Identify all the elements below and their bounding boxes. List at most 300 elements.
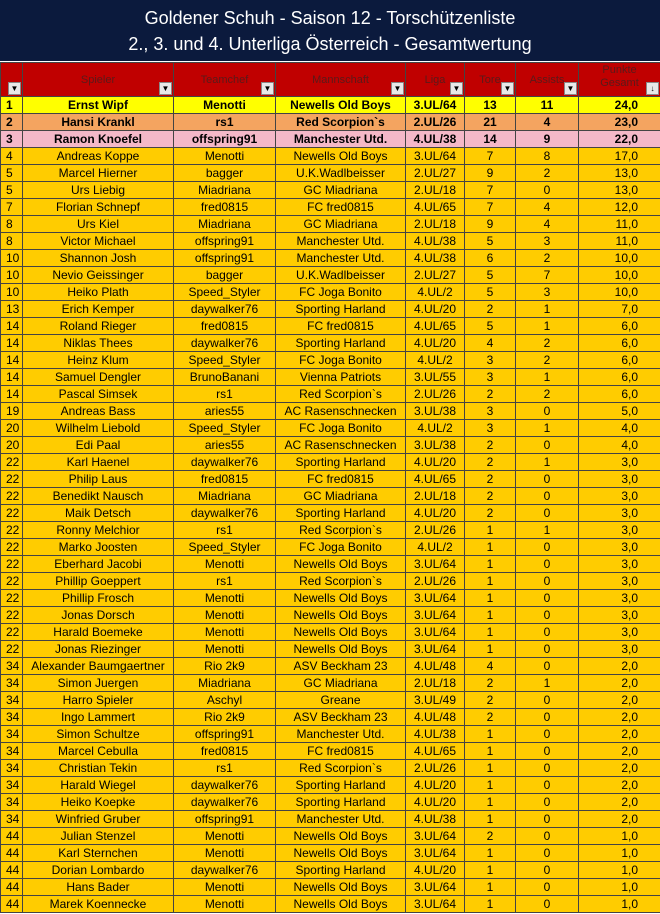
header-row xyxy=(1,63,660,97)
col-header-liga: Liga ▼ xyxy=(406,63,465,97)
cell-teamchef: Rio 2k9 xyxy=(174,658,276,675)
cell-rank: 34 xyxy=(1,811,23,828)
cell-spieler: Marcel Cebulla xyxy=(23,743,174,760)
cell-mannschaft: Red Scorpion`s xyxy=(276,114,406,131)
cell-tore: 2 xyxy=(465,709,516,726)
cell-liga: 3.UL/64 xyxy=(406,896,465,913)
cell-assists: 8 xyxy=(516,148,579,165)
cell-teamchef: Menotti xyxy=(174,879,276,896)
cell-assists: 0 xyxy=(516,488,579,505)
filter-dropdown-icon[interactable]: ▼ xyxy=(391,82,404,95)
col-header-tore: Tore ▼ xyxy=(465,63,516,97)
cell-liga: 2.UL/27 xyxy=(406,267,465,284)
cell-assists: 4 xyxy=(516,114,579,131)
cell-punkte: 23,0 xyxy=(579,114,660,131)
cell-spieler: Urs Liebig xyxy=(23,182,174,199)
table-row xyxy=(1,794,660,811)
cell-tore: 3 xyxy=(465,403,516,420)
cell-mannschaft: FC fred0815 xyxy=(276,318,406,335)
cell-assists: 1 xyxy=(516,369,579,386)
cell-rank: 22 xyxy=(1,454,23,471)
cell-mannschaft: Newells Old Boys xyxy=(276,624,406,641)
cell-liga: 2.UL/18 xyxy=(406,488,465,505)
cell-teamchef: Aschyl xyxy=(174,692,276,709)
cell-teamchef: rs1 xyxy=(174,386,276,403)
table-row xyxy=(1,97,660,114)
cell-rank: 3 xyxy=(1,131,23,148)
cell-mannschaft: FC Joga Bonito xyxy=(276,539,406,556)
cell-punkte: 5,0 xyxy=(579,403,660,420)
cell-liga: 2.UL/26 xyxy=(406,114,465,131)
cell-assists: 0 xyxy=(516,879,579,896)
cell-mannschaft: Newells Old Boys xyxy=(276,556,406,573)
cell-rank: 34 xyxy=(1,709,23,726)
cell-punkte: 3,0 xyxy=(579,607,660,624)
cell-rank: 34 xyxy=(1,794,23,811)
cell-spieler: Wilhelm Liebold xyxy=(23,420,174,437)
cell-assists: 0 xyxy=(516,624,579,641)
cell-mannschaft: FC Joga Bonito xyxy=(276,420,406,437)
cell-teamchef: fred0815 xyxy=(174,318,276,335)
table-row xyxy=(1,845,660,862)
cell-mannschaft: Manchester Utd. xyxy=(276,726,406,743)
cell-assists: 0 xyxy=(516,437,579,454)
cell-liga: 3.UL/64 xyxy=(406,607,465,624)
cell-spieler: Philip Laus xyxy=(23,471,174,488)
cell-punkte: 1,0 xyxy=(579,845,660,862)
cell-assists: 0 xyxy=(516,658,579,675)
cell-punkte: 13,0 xyxy=(579,165,660,182)
cell-liga: 2.UL/18 xyxy=(406,182,465,199)
table-row xyxy=(1,250,660,267)
cell-punkte: 2,0 xyxy=(579,692,660,709)
cell-assists: 0 xyxy=(516,641,579,658)
table-row xyxy=(1,641,660,658)
cell-liga: 4.UL/65 xyxy=(406,471,465,488)
cell-spieler: Heiko Plath xyxy=(23,284,174,301)
cell-spieler: Nevio Geissinger xyxy=(23,267,174,284)
cell-mannschaft: GC Miadriana xyxy=(276,675,406,692)
cell-liga: 2.UL/26 xyxy=(406,760,465,777)
filter-dropdown-icon[interactable]: ▼ xyxy=(564,82,577,95)
cell-teamchef: fred0815 xyxy=(174,199,276,216)
cell-assists: 0 xyxy=(516,505,579,522)
cell-punkte: 1,0 xyxy=(579,896,660,913)
cell-tore: 1 xyxy=(465,641,516,658)
cell-punkte: 11,0 xyxy=(579,233,660,250)
cell-tore: 1 xyxy=(465,522,516,539)
cell-liga: 3.UL/38 xyxy=(406,437,465,454)
table-row xyxy=(1,199,660,216)
cell-liga: 3.UL/64 xyxy=(406,97,465,114)
cell-tore: 2 xyxy=(465,471,516,488)
cell-assists: 0 xyxy=(516,539,579,556)
cell-mannschaft: AC Rasenschnecken xyxy=(276,403,406,420)
cell-assists: 0 xyxy=(516,471,579,488)
cell-teamchef: offspring91 xyxy=(174,811,276,828)
cell-mannschaft: FC Joga Bonito xyxy=(276,352,406,369)
cell-assists: 0 xyxy=(516,896,579,913)
cell-liga: 4.UL/38 xyxy=(406,131,465,148)
cell-punkte: 13,0 xyxy=(579,182,660,199)
table-row xyxy=(1,675,660,692)
cell-spieler: Shannon Josh xyxy=(23,250,174,267)
cell-tore: 9 xyxy=(465,216,516,233)
cell-spieler: Niklas Thees xyxy=(23,335,174,352)
cell-spieler: Alexander Baumgaertner xyxy=(23,658,174,675)
sort-descending-icon[interactable]: ↓ xyxy=(646,82,659,95)
cell-rank: 44 xyxy=(1,845,23,862)
cell-tore: 6 xyxy=(465,250,516,267)
cell-liga: 4.UL/20 xyxy=(406,335,465,352)
cell-rank: 4 xyxy=(1,148,23,165)
cell-punkte: 2,0 xyxy=(579,760,660,777)
cell-rank: 22 xyxy=(1,522,23,539)
cell-tore: 1 xyxy=(465,539,516,556)
cell-punkte: 10,0 xyxy=(579,284,660,301)
cell-teamchef: offspring91 xyxy=(174,233,276,250)
cell-tore: 1 xyxy=(465,726,516,743)
cell-assists: 0 xyxy=(516,556,579,573)
cell-rank: 20 xyxy=(1,420,23,437)
col-header-teamchef: Teamchef ▼ xyxy=(174,63,276,97)
cell-rank: 44 xyxy=(1,896,23,913)
table-row xyxy=(1,607,660,624)
cell-punkte: 17,0 xyxy=(579,148,660,165)
cell-rank: 20 xyxy=(1,437,23,454)
cell-teamchef: offspring91 xyxy=(174,726,276,743)
cell-punkte: 6,0 xyxy=(579,335,660,352)
cell-spieler: Ramon Knoefel xyxy=(23,131,174,148)
cell-mannschaft: Newells Old Boys xyxy=(276,97,406,114)
col-header-spieler: Spieler ▼ xyxy=(23,63,174,97)
cell-rank: 34 xyxy=(1,675,23,692)
cell-assists: 0 xyxy=(516,726,579,743)
cell-spieler: Jonas Riezinger xyxy=(23,641,174,658)
cell-assists: 0 xyxy=(516,709,579,726)
cell-mannschaft: Newells Old Boys xyxy=(276,590,406,607)
cell-liga: 4.UL/2 xyxy=(406,284,465,301)
table-row xyxy=(1,879,660,896)
cell-spieler: Simon Schultze xyxy=(23,726,174,743)
cell-teamchef: Menotti xyxy=(174,828,276,845)
cell-assists: 2 xyxy=(516,165,579,182)
cell-punkte: 2,0 xyxy=(579,743,660,760)
cell-punkte: 1,0 xyxy=(579,862,660,879)
cell-tore: 4 xyxy=(465,335,516,352)
cell-assists: 0 xyxy=(516,777,579,794)
cell-spieler: Karl Sternchen xyxy=(23,845,174,862)
cell-liga: 4.UL/2 xyxy=(406,539,465,556)
cell-assists: 0 xyxy=(516,845,579,862)
cell-spieler: Hans Bader xyxy=(23,879,174,896)
cell-tore: 2 xyxy=(465,692,516,709)
filter-dropdown-icon[interactable]: ▼ xyxy=(450,82,463,95)
cell-rank: 22 xyxy=(1,624,23,641)
cell-rank: 19 xyxy=(1,403,23,420)
cell-punkte: 24,0 xyxy=(579,97,660,114)
filter-dropdown-icon[interactable]: ▼ xyxy=(261,82,274,95)
cell-teamchef: Menotti xyxy=(174,556,276,573)
cell-teamchef: Speed_Styler xyxy=(174,420,276,437)
cell-spieler: Eberhard Jacobi xyxy=(23,556,174,573)
cell-mannschaft: GC Miadriana xyxy=(276,488,406,505)
cell-spieler: Victor Michael xyxy=(23,233,174,250)
table-row xyxy=(1,301,660,318)
cell-assists: 1 xyxy=(516,522,579,539)
cell-spieler: Dorian Lombardo xyxy=(23,862,174,879)
cell-mannschaft: GC Miadriana xyxy=(276,216,406,233)
cell-liga: 3.UL/64 xyxy=(406,641,465,658)
cell-punkte: 3,0 xyxy=(579,505,660,522)
cell-mannschaft: Manchester Utd. xyxy=(276,811,406,828)
table-row xyxy=(1,233,660,250)
cell-mannschaft: FC fred0815 xyxy=(276,471,406,488)
cell-teamchef: daywalker76 xyxy=(174,777,276,794)
cell-liga: 3.UL/38 xyxy=(406,403,465,420)
cell-spieler: Heinz Klum xyxy=(23,352,174,369)
cell-rank: 22 xyxy=(1,590,23,607)
cell-rank: 22 xyxy=(1,505,23,522)
cell-assists: 0 xyxy=(516,743,579,760)
cell-teamchef: rs1 xyxy=(174,522,276,539)
cell-liga: 4.UL/38 xyxy=(406,726,465,743)
cell-mannschaft: Sporting Harland xyxy=(276,862,406,879)
cell-teamchef: Menotti xyxy=(174,896,276,913)
cell-liga: 4.UL/38 xyxy=(406,233,465,250)
cell-rank: 34 xyxy=(1,692,23,709)
cell-tore: 7 xyxy=(465,182,516,199)
cell-mannschaft: Red Scorpion`s xyxy=(276,386,406,403)
cell-liga: 2.UL/26 xyxy=(406,522,465,539)
table-row xyxy=(1,760,660,777)
col-header-mannschaft: Mannschaft ▼ xyxy=(276,63,406,97)
cell-assists: 0 xyxy=(516,811,579,828)
cell-teamchef: offspring91 xyxy=(174,131,276,148)
cell-spieler: Marek Koennecke xyxy=(23,896,174,913)
cell-liga: 4.UL/20 xyxy=(406,454,465,471)
cell-liga: 4.UL/38 xyxy=(406,250,465,267)
cell-spieler: Edi Paal xyxy=(23,437,174,454)
cell-rank: 22 xyxy=(1,539,23,556)
cell-teamchef: bagger xyxy=(174,267,276,284)
table-row xyxy=(1,454,660,471)
cell-mannschaft: Newells Old Boys xyxy=(276,607,406,624)
cell-assists: 0 xyxy=(516,590,579,607)
cell-assists: 0 xyxy=(516,573,579,590)
cell-assists: 11 xyxy=(516,97,579,114)
cell-spieler: Andreas Koppe xyxy=(23,148,174,165)
table-row xyxy=(1,471,660,488)
cell-spieler: Karl Haenel xyxy=(23,454,174,471)
scorers-table xyxy=(0,62,660,913)
cell-punkte: 6,0 xyxy=(579,318,660,335)
cell-teamchef: rs1 xyxy=(174,760,276,777)
cell-spieler: Winfried Gruber xyxy=(23,811,174,828)
table-row xyxy=(1,437,660,454)
cell-mannschaft: Newells Old Boys xyxy=(276,879,406,896)
cell-mannschaft: FC Joga Bonito xyxy=(276,284,406,301)
cell-punkte: 2,0 xyxy=(579,709,660,726)
cell-punkte: 4,0 xyxy=(579,420,660,437)
cell-mannschaft: Vienna Patriots xyxy=(276,369,406,386)
cell-punkte: 7,0 xyxy=(579,301,660,318)
cell-tore: 2 xyxy=(465,505,516,522)
cell-tore: 2 xyxy=(465,386,516,403)
cell-punkte: 22,0 xyxy=(579,131,660,148)
cell-teamchef: daywalker76 xyxy=(174,794,276,811)
cell-liga: 4.UL/20 xyxy=(406,794,465,811)
cell-rank: 22 xyxy=(1,488,23,505)
filter-dropdown-icon[interactable]: ▼ xyxy=(501,82,514,95)
table-row xyxy=(1,896,660,913)
cell-liga: 4.UL/65 xyxy=(406,199,465,216)
cell-teamchef: Speed_Styler xyxy=(174,352,276,369)
cell-punkte: 3,0 xyxy=(579,488,660,505)
table-row xyxy=(1,828,660,845)
cell-teamchef: fred0815 xyxy=(174,743,276,760)
table-row xyxy=(1,522,660,539)
cell-rank: 7 xyxy=(1,199,23,216)
cell-assists: 2 xyxy=(516,335,579,352)
cell-tore: 1 xyxy=(465,794,516,811)
cell-spieler: Samuel Dengler xyxy=(23,369,174,386)
cell-teamchef: fred0815 xyxy=(174,471,276,488)
cell-spieler: Julian Stenzel xyxy=(23,828,174,845)
cell-liga: 3.UL/64 xyxy=(406,590,465,607)
table-row xyxy=(1,352,660,369)
cell-rank: 22 xyxy=(1,641,23,658)
col-header-rank xyxy=(1,63,23,97)
cell-spieler: Florian Schnepf xyxy=(23,199,174,216)
cell-punkte: 6,0 xyxy=(579,386,660,403)
cell-mannschaft: ASV Beckham 23 xyxy=(276,658,406,675)
cell-tore: 2 xyxy=(465,454,516,471)
col-header-punkte: Punkte Gesamt ↓ xyxy=(579,63,660,97)
table-row xyxy=(1,488,660,505)
cell-assists: 1 xyxy=(516,675,579,692)
table-row xyxy=(1,726,660,743)
cell-liga: 4.UL/2 xyxy=(406,352,465,369)
cell-punkte: 10,0 xyxy=(579,250,660,267)
table-row xyxy=(1,335,660,352)
cell-teamchef: aries55 xyxy=(174,437,276,454)
cell-spieler: Andreas Bass xyxy=(23,403,174,420)
cell-liga: 4.UL/20 xyxy=(406,862,465,879)
cell-spieler: Simon Juergen xyxy=(23,675,174,692)
cell-liga: 4.UL/20 xyxy=(406,777,465,794)
cell-tore: 13 xyxy=(465,97,516,114)
cell-tore: 3 xyxy=(465,420,516,437)
cell-assists: 1 xyxy=(516,454,579,471)
filter-dropdown-icon[interactable]: ▼ xyxy=(8,82,21,95)
cell-punkte: 2,0 xyxy=(579,726,660,743)
table-row xyxy=(1,114,660,131)
cell-rank: 13 xyxy=(1,301,23,318)
cell-punkte: 1,0 xyxy=(579,828,660,845)
cell-mannschaft: AC Rasenschnecken xyxy=(276,437,406,454)
cell-tore: 2 xyxy=(465,437,516,454)
table-row xyxy=(1,556,660,573)
cell-spieler: Harald Boemeke xyxy=(23,624,174,641)
cell-mannschaft: Sporting Harland xyxy=(276,505,406,522)
table-row xyxy=(1,743,660,760)
cell-spieler: Harro Spieler xyxy=(23,692,174,709)
cell-tore: 1 xyxy=(465,760,516,777)
cell-assists: 2 xyxy=(516,250,579,267)
table-row xyxy=(1,165,660,182)
cell-liga: 3.UL/64 xyxy=(406,624,465,641)
cell-tore: 9 xyxy=(465,165,516,182)
cell-tore: 5 xyxy=(465,318,516,335)
cell-teamchef: daywalker76 xyxy=(174,862,276,879)
cell-punkte: 2,0 xyxy=(579,777,660,794)
cell-teamchef: daywalker76 xyxy=(174,335,276,352)
cell-punkte: 3,0 xyxy=(579,539,660,556)
cell-tore: 1 xyxy=(465,590,516,607)
cell-tore: 1 xyxy=(465,743,516,760)
cell-rank: 10 xyxy=(1,267,23,284)
cell-rank: 5 xyxy=(1,182,23,199)
cell-assists: 2 xyxy=(516,386,579,403)
cell-punkte: 3,0 xyxy=(579,573,660,590)
cell-punkte: 3,0 xyxy=(579,556,660,573)
cell-liga: 4.UL/48 xyxy=(406,658,465,675)
cell-mannschaft: Sporting Harland xyxy=(276,794,406,811)
table-row xyxy=(1,709,660,726)
table-row xyxy=(1,624,660,641)
cell-teamchef: Miadriana xyxy=(174,182,276,199)
cell-mannschaft: Sporting Harland xyxy=(276,777,406,794)
table-row xyxy=(1,811,660,828)
cell-tore: 1 xyxy=(465,607,516,624)
table-row xyxy=(1,692,660,709)
cell-rank: 22 xyxy=(1,607,23,624)
cell-liga: 4.UL/20 xyxy=(406,505,465,522)
cell-tore: 1 xyxy=(465,556,516,573)
cell-rank: 1 xyxy=(1,97,23,114)
cell-rank: 34 xyxy=(1,743,23,760)
cell-teamchef: Miadriana xyxy=(174,216,276,233)
cell-mannschaft: Sporting Harland xyxy=(276,335,406,352)
cell-liga: 3.UL/49 xyxy=(406,692,465,709)
cell-tore: 4 xyxy=(465,658,516,675)
cell-mannschaft: Newells Old Boys xyxy=(276,641,406,658)
cell-assists: 7 xyxy=(516,267,579,284)
table-row xyxy=(1,216,660,233)
cell-mannschaft: Manchester Utd. xyxy=(276,131,406,148)
cell-teamchef: BrunoBanani xyxy=(174,369,276,386)
cell-spieler: Marcel Hierner xyxy=(23,165,174,182)
cell-tore: 7 xyxy=(465,199,516,216)
cell-assists: 3 xyxy=(516,284,579,301)
cell-rank: 10 xyxy=(1,250,23,267)
cell-teamchef: daywalker76 xyxy=(174,505,276,522)
cell-rank: 14 xyxy=(1,352,23,369)
cell-spieler: Hansi Krankl xyxy=(23,114,174,131)
cell-liga: 3.UL/64 xyxy=(406,845,465,862)
cell-liga: 4.UL/20 xyxy=(406,301,465,318)
cell-spieler: Phillip Goeppert xyxy=(23,573,174,590)
filter-dropdown-icon[interactable]: ▼ xyxy=(159,82,172,95)
cell-punkte: 3,0 xyxy=(579,624,660,641)
cell-rank: 44 xyxy=(1,828,23,845)
cell-spieler: Harald Wiegel xyxy=(23,777,174,794)
cell-assists: 0 xyxy=(516,182,579,199)
cell-rank: 34 xyxy=(1,760,23,777)
cell-liga: 3.UL/55 xyxy=(406,369,465,386)
cell-tore: 21 xyxy=(465,114,516,131)
